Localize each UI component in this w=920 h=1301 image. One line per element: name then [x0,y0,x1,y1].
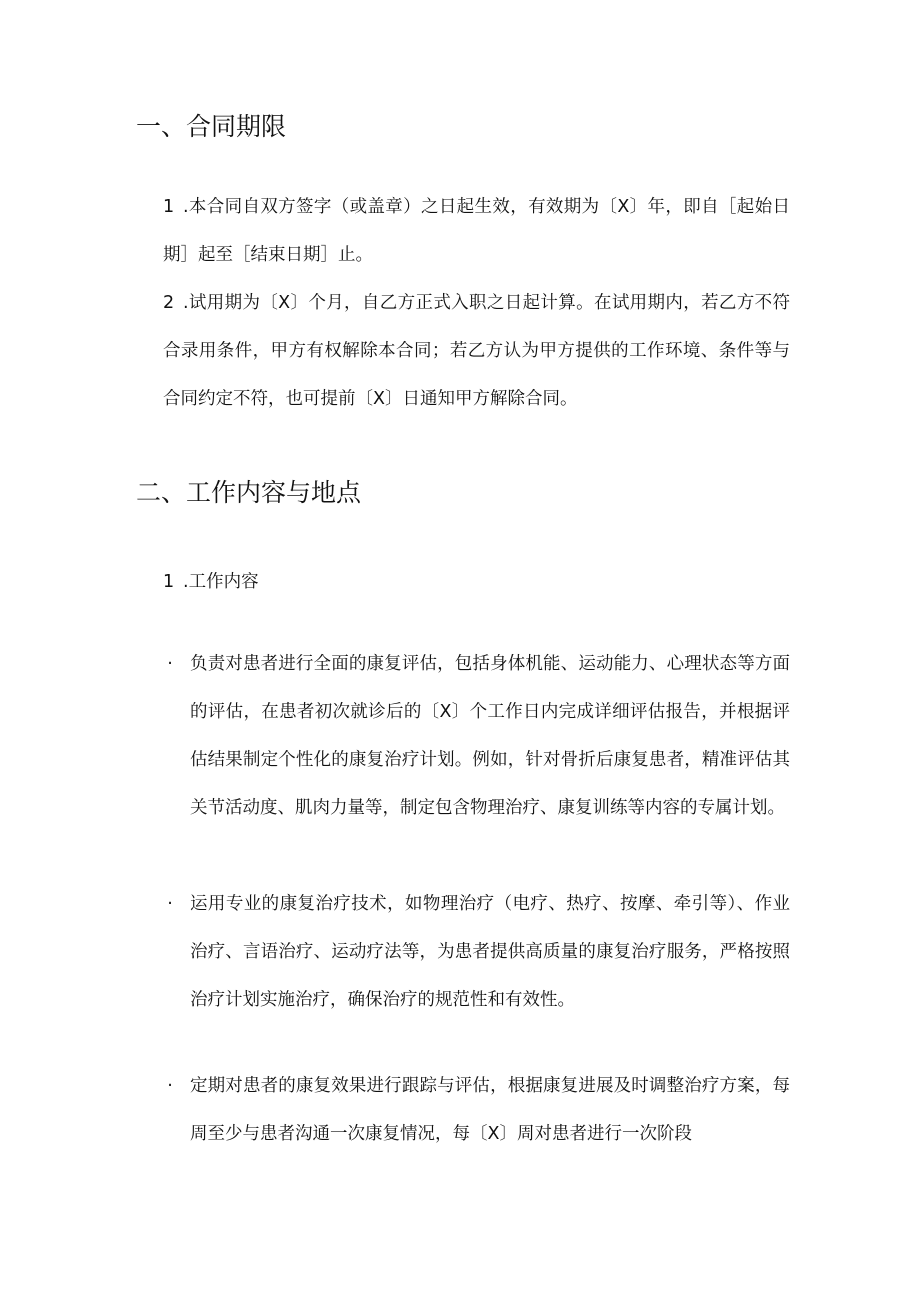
numbered-item [163,183,790,279]
bullet-icon: · [167,654,173,674]
bullet-icon: · [167,1076,173,1096]
numbered-item [163,279,790,423]
bullet-icon: · [167,894,173,914]
bullet-text: 定期对患者的康复效果进行跟踪与评估，根据康复进展及时调整治疗方案，每周至少与患者沟通一次康复情况，每〔X〕周对患者进行一次阶段 [190,1076,790,1144]
bullet-item [164,1062,790,1158]
subheading [163,558,790,606]
item-number: 2 [163,293,175,313]
subheading-text: .工作内容 [183,572,259,592]
bullet-text: 运用专业的康复治疗技术，如物理治疗（电疗、热疗、按摩、牵引等）、作业治疗、言语治疗、运动疗法等，为患者提供高质量的康复治疗服务，严格按照治疗计划实施治疗，确保治疗的规范性和有效性。 [190,894,790,1010]
section-heading-contract-term: 一、合同期限 [136,112,287,141]
section-heading-work-content: 二、工作内容与地点 [136,478,362,507]
item-text: .本合同自双方签字（或盖章）之日起生效，有效期为〔X〕年，即自［起始日期］起至［结束日期］止。 [163,197,790,265]
bullet-item [164,640,790,880]
item-number: 1 [163,197,175,217]
bullet-text: 负责对患者进行全面的康复评估，包括身体机能、运动能力、心理状态等方面的评估，在患者初次就诊后的〔X〕个工作日内完成详细评估报告，并根据评估结果制定个性化的康复治疗计划。例如，针对骨折后康复患者，精准评估其关节活动度、肌肉力量等，制定包含物理治疗、康复训练等内容的专属计划。 [190,654,790,818]
item-text: .试用期为〔X〕个月，自乙方正式入职之日起计算。在试用期内，若乙方不符合录用条件，甲方有权解除本合同；若乙方认为甲方提供的工作环境、条件等与合同约定不符，也可提前〔X〕日通知甲方解除合同。 [163,293,790,409]
bullet-item [164,880,790,1024]
item-number: 1 [163,572,175,592]
